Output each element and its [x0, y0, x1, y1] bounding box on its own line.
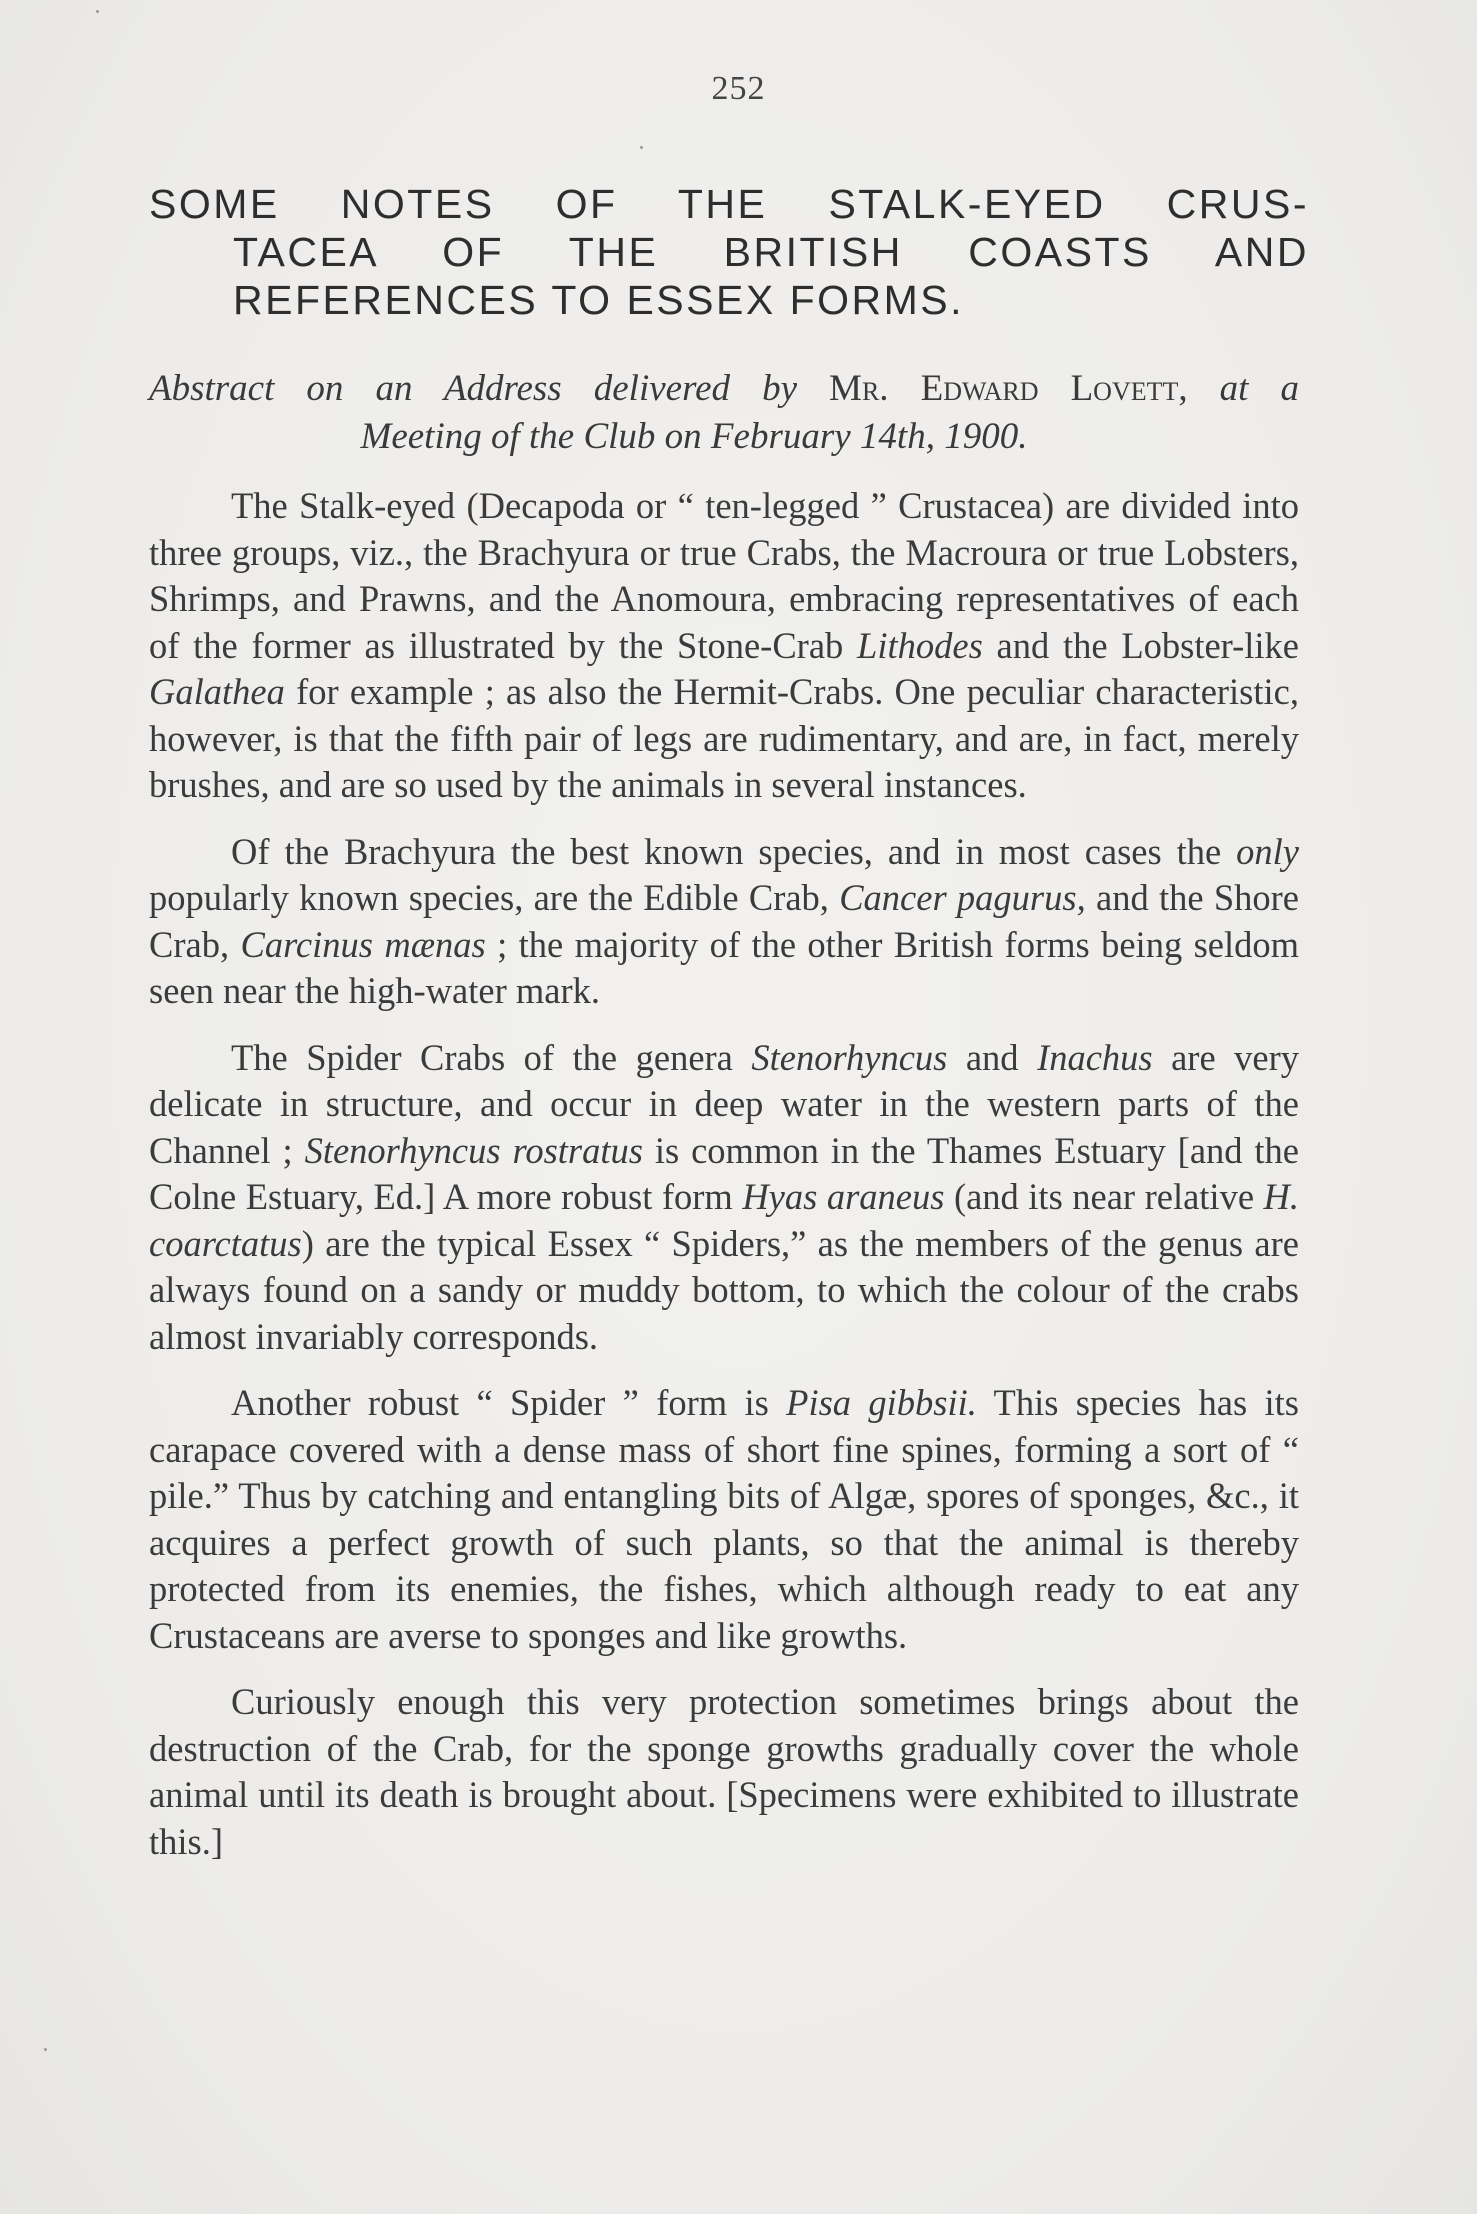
- text-run: ; the majority of the other British forms being seldom seen near the high-water mark.: [149, 923, 1300, 1011]
- species-name: Carcinus mænas: [240, 923, 486, 965]
- species-name: Cancer pagurus,: [839, 877, 1086, 918]
- paragraph: [149, 829, 1299, 1015]
- abstract-line: [149, 365, 1299, 413]
- text-run: This species has its carapace covered with a dense mass of short fine spines, forming a sort of “ pile.” Thus by catching and entangling bits of Algæ, spores of sponges, &c., it acquires a perfect growth of such plants, so that the animal is thereby protected from its enemies, the fishes, which although ready to eat any Crustaceans are averse to sponges and like growths.: [149, 1382, 1299, 1656]
- paragraph: [149, 1679, 1299, 1865]
- paragraph: [149, 483, 1299, 809]
- article-body: [149, 483, 1299, 1865]
- page-number: 252: [711, 70, 766, 107]
- text-run: and the Shore Crab,: [149, 877, 1299, 965]
- paper-speck: [640, 146, 643, 149]
- text-run: Another robust “ Spider ” form is: [231, 1382, 787, 1423]
- paper-speck: [44, 2048, 47, 2051]
- text-run: Of the Brachyura the best known species, and in most cases the: [231, 830, 1237, 872]
- text-run: ) are the typical Essex “ Spiders,” as the members of the genus are always found on a sandy or muddy bottom, to which the colour of the crabs almost invariably corresponds.: [149, 1222, 1299, 1357]
- paragraph: [149, 1035, 1299, 1361]
- text-run: (and its near relative: [944, 1176, 1264, 1217]
- text-run: and: [947, 1036, 1038, 1078]
- paper-speck: [96, 10, 99, 13]
- species-name: Lithodes: [857, 624, 983, 666]
- title-line: SOME NOTES OF THE STALK-EYED CRUS-: [149, 181, 1309, 227]
- text-run: popularly known species, are the Edible Crab,: [149, 877, 840, 918]
- title-line: TACEA OF THE BRITISH COASTS AND: [233, 229, 1309, 275]
- paragraph: [149, 1380, 1299, 1659]
- abstract-prefix: Abstract on an Address delivered by: [149, 368, 797, 409]
- species-name: Inachus: [1037, 1036, 1153, 1078]
- title-line: REFERENCES TO ESSEX FORMS.: [233, 277, 965, 323]
- text-run: and the Lobster-like: [982, 624, 1299, 666]
- text-run: is common in the Thames Estuary [and the Colne Estuary, Ed.] A more robust form: [149, 1129, 1300, 1217]
- species-name: H. coarctatus: [149, 1176, 1300, 1264]
- species-name: Stenorhyncus rostratus: [304, 1129, 643, 1171]
- text-run: The Spider Crabs of the genera: [231, 1036, 752, 1078]
- text-run: for example ; as also the Hermit-Crabs. One peculiar characteristic, however, is that the fifth pair of legs are rudimentary, and are, in fact, merely brushes, and are so used by the animals in several instances.: [149, 671, 1299, 805]
- abstract-line: [149, 413, 1299, 461]
- speaker-name: Edward Lovett,: [920, 368, 1188, 409]
- speaker-title: Mr.: [829, 368, 889, 409]
- text-run: are very delicate in structure, and occur in deep water in the western parts of the Channel ;: [149, 1036, 1300, 1171]
- abstract-byline: [149, 365, 1299, 461]
- species-name: Hyas araneus: [742, 1176, 945, 1217]
- emphasis: only: [1236, 830, 1299, 872]
- text-run: The Stalk-eyed (Decapoda or “ ten-legged ” Crustacea) are divided into three groups, viz., the Brachyura or true Crabs, the Macroura or true Lobsters, Shrimps, and Prawns, and the Anomoura, embracing representatives of each of the former as illustrated by the Stone-Crab: [149, 485, 1299, 666]
- meeting-date: Meeting of the Club on February 14th, 1900.: [360, 416, 1028, 457]
- abstract-suffix: at a: [1219, 368, 1299, 409]
- text-run: Curiously enough this very protection sometimes brings about the destruction of the Crab, for the sponge growths gradually cover the whole animal until its death is brought about. [Specimens were exhibited to illustrate this.]: [149, 1681, 1299, 1862]
- species-name: Galathea: [149, 671, 285, 712]
- species-name: Pisa gibbsii.: [786, 1382, 977, 1423]
- article-title: [149, 180, 1309, 324]
- species-name: Stenorhyncus: [751, 1036, 948, 1078]
